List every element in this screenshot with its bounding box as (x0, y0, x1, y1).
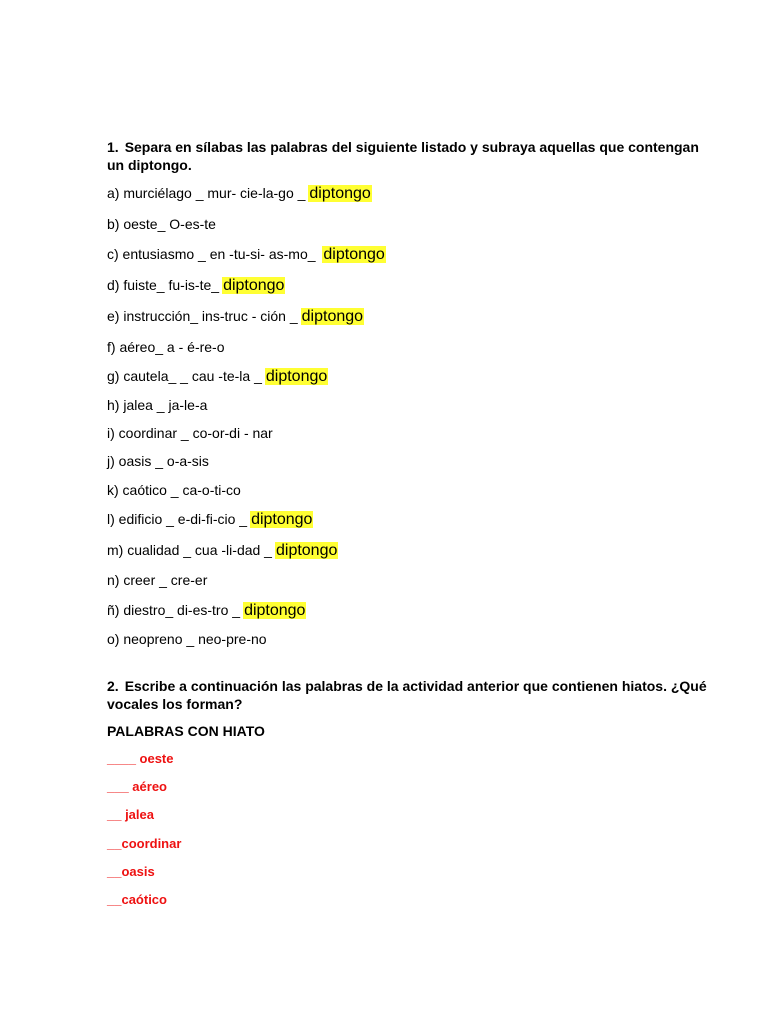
list-item (107, 510, 313, 529)
list-item-text: m) cualidad _ cua -li-dad _ (107, 542, 272, 558)
diptongo-highlight: diptongo (309, 185, 371, 202)
list-item (107, 307, 364, 326)
list-item-text: l) edificio _ e-di-fi-cio _ (107, 511, 248, 527)
diptongo-highlight: diptongo (223, 277, 285, 294)
list-item (107, 601, 306, 620)
diptongo-highlight: diptongo (265, 368, 328, 385)
list-item-text: e) instrucción_ ins-truc - ción _ (107, 308, 298, 324)
diptongo-highlight: diptongo (244, 602, 306, 619)
list-item-text: f) aéreo_ a - é-re-o (107, 339, 225, 355)
list-item-text: j) oasis _ o-a-sis (107, 453, 209, 469)
question-2-number: 2. (107, 678, 119, 694)
list-item (107, 541, 338, 560)
list-item (107, 276, 285, 295)
diptongo-highlight: diptongo (251, 511, 313, 528)
list-item (107, 424, 273, 442)
list-item-text: d) fuiste_ fu-is-te_ (107, 277, 220, 293)
question-1-text: Separa en sílabas las palabras del siguiente listado y subraya aquellas que contengan un diptongo. (107, 139, 699, 173)
hiato-word: __caótico (107, 892, 167, 907)
list-item (107, 396, 207, 414)
list-item-text: o) neopreno _ neo-pre-no (107, 631, 267, 647)
hiato-word: ___ aéreo (107, 779, 167, 794)
diptongo-highlight: diptongo (323, 246, 385, 263)
list-item (107, 481, 241, 499)
list-item-text: c) entusiasmo _ en -tu-si- as-mo_ (107, 246, 320, 262)
hiato-word: __ jalea (107, 807, 154, 822)
list-item (107, 571, 207, 589)
list-item-text: g) cautela_ _ cau -te-la _ (107, 368, 262, 384)
list-item (107, 184, 372, 203)
list-item-text: i) coordinar _ co-or-di - nar (107, 425, 273, 441)
diptongo-highlight: diptongo (275, 542, 338, 559)
hiato-word: __oasis (107, 864, 155, 879)
list-item (107, 245, 386, 264)
list-item (107, 452, 209, 470)
hiato-word: __coordinar (107, 836, 182, 851)
question-2-text: Escribe a continuación las palabras de la actividad anterior que contienen hiatos. ¿Qué vocales los forman? (107, 678, 707, 712)
list-item-text: ñ) diestro_ di-es-tro _ (107, 602, 241, 618)
list-item-text: k) caótico _ ca-o-ti-co (107, 482, 241, 498)
hiato-heading: PALABRAS CON HIATO (107, 723, 265, 739)
hiato-word: ____ oeste (107, 751, 174, 766)
list-item (107, 215, 216, 233)
question-1 (107, 138, 707, 174)
diptongo-highlight: diptongo (301, 308, 364, 325)
list-item-text: a) murciélago _ mur- cie-la-go _ (107, 185, 306, 201)
list-item-text: n) creer _ cre-er (107, 572, 208, 588)
list-item (107, 630, 267, 648)
question-2 (107, 677, 707, 713)
list-item (107, 338, 225, 356)
list-item-text: b) oeste_ O-es-te (107, 216, 216, 232)
question-1-number: 1. (107, 139, 119, 155)
list-item-text: h) jalea _ ja-le-a (107, 397, 208, 413)
list-item (107, 367, 328, 386)
